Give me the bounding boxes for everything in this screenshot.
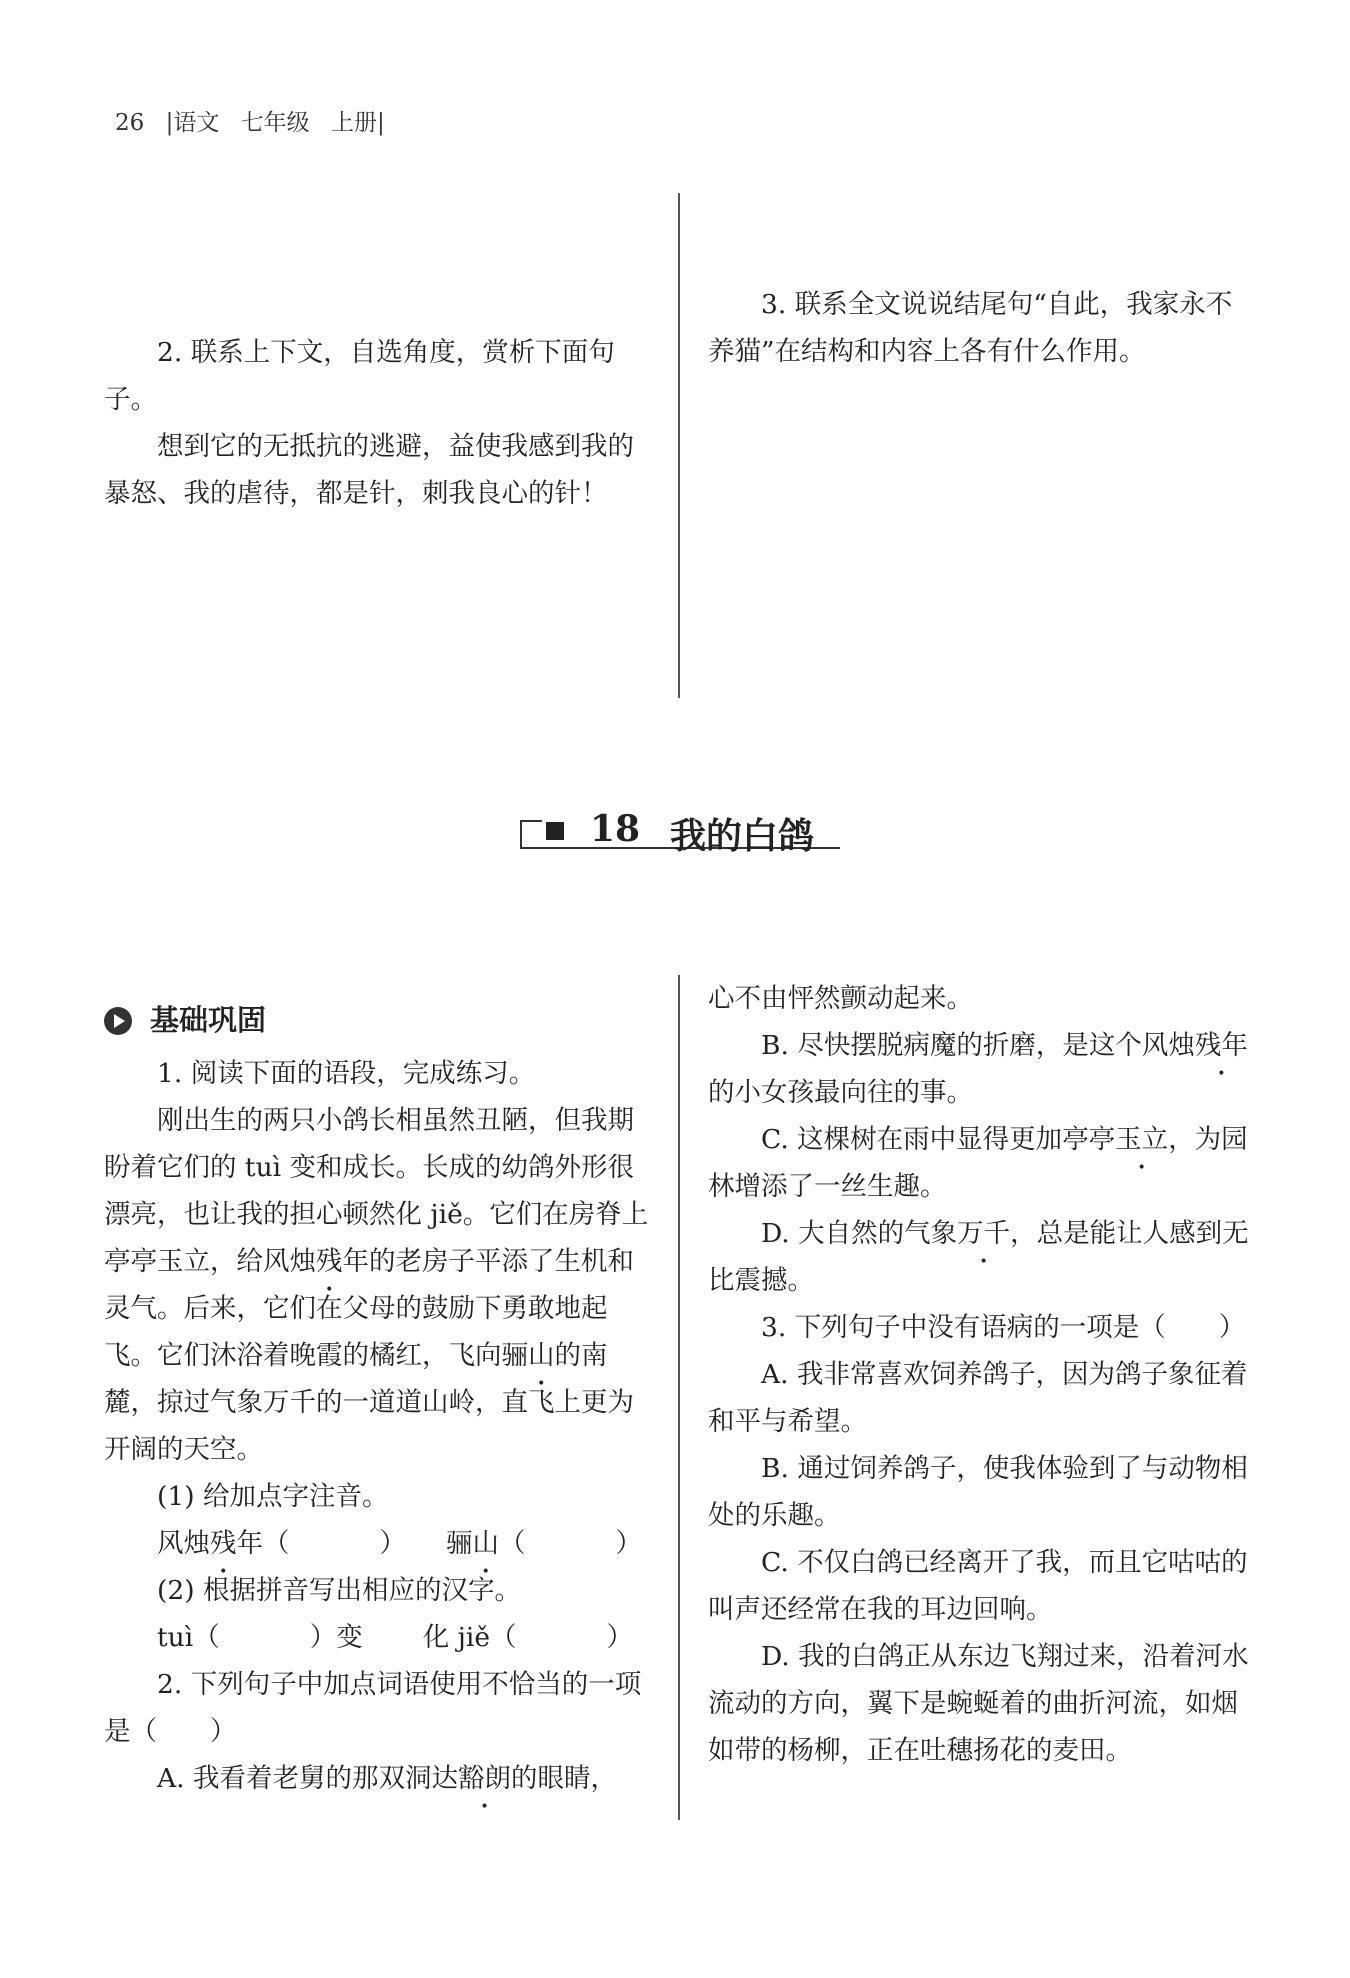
sub-question-2-items: tuì（ ）变 化 jiě（ ） [157, 1622, 634, 1653]
bottom-right-column [708, 975, 1258, 1774]
question-2-stem: 2. 联系上下文，自选角度，赏析下面句子。 [104, 337, 615, 415]
column-divider-top [678, 193, 680, 698]
running-header [115, 104, 399, 137]
question-3-option-c: C. 不仅白鸽已经离开了我，而且它咕咕的叫声还经常在我的耳边回响。 [708, 1547, 1248, 1625]
question-2-option-b: B. 尽快摆脱病魔的折磨，是这个风烛残年的小女孩最向往的事。 [708, 1030, 1248, 1108]
bottom-left-column [104, 997, 654, 1802]
question-2-option-a: A. 我看着老舅的那双洞达豁朗的眼睛， [157, 1763, 617, 1794]
question-3-option-d: D. 我的白鸽正从东边飞翔过来，沿着河水流动的方向，翼下是蜿蜒着的曲折河流，如烟如带的杨柳，正在吐穗扬花的麦田。 [708, 1641, 1249, 1766]
lesson-number: 18 [590, 808, 641, 850]
question-2-quote: 想到它的无抵抗的逃避，益使我感到我的暴怒、我的虐待，都是针，刺我良心的针！ [104, 431, 634, 509]
question-2-stem-b: 2. 下列句子中加点词语使用不恰当的一项是（ ） [104, 1669, 642, 1747]
lesson-name: 我的白鸽 [670, 815, 815, 857]
lesson-title [520, 808, 840, 864]
question-3-stem-b: 3. 下列句子中没有语病的一项是（ ） [761, 1312, 1246, 1343]
top-right-column [708, 281, 1258, 375]
question-2-option-c: C. 这棵树在雨中显得更加亭亭玉立，为园林增添了一丝生趣。 [708, 1124, 1248, 1202]
sub-question-2: (2) 根据拼音写出相应的汉字。 [157, 1575, 521, 1606]
question-1-stem: 1. 阅读下面的语段，完成练习。 [157, 1058, 536, 1089]
book-name: |语文 [165, 110, 220, 136]
question-3-option-b: B. 通过饲养鸽子，使我体验到了与动物相处的乐趣。 [708, 1453, 1248, 1531]
section-heading [104, 997, 654, 1044]
page-number: 26 [115, 110, 145, 136]
question-2-option-a-cont: 心不由怦然颤动起来。 [708, 983, 973, 1014]
question-3-option-a: A. 我非常喜欢饲养鸽子，因为鸽子象征着和平与希望。 [708, 1359, 1248, 1437]
question-3-stem: 3. 联系全文说说结尾句“自此，我家永不养猫”在结构和内容上各有什么作用。 [708, 289, 1233, 367]
square-icon [546, 822, 564, 840]
top-left-column [104, 329, 654, 517]
sub-question-1-items: 风烛残年（ ） 骊山（ ） [157, 1528, 642, 1559]
column-divider-bottom [678, 975, 680, 1820]
question-2-option-d: D. 大自然的气象万千，总是能让人感到无比震撼。 [708, 1218, 1249, 1296]
grade: 七年级 [240, 110, 310, 136]
sub-question-1: (1) 给加点字注音。 [157, 1481, 389, 1512]
section-title: 基础巩固 [150, 1003, 267, 1037]
play-icon [104, 1007, 132, 1035]
reading-passage: 刚出生的两只小鸽长相虽然丑陋，但我期盼着它们的 tuì 变和成长。长成的幼鸽外形很漂亮，也让我的担心顿然化 jiě。它们在房脊上亭亭玉立，给风烛残年的老房子平添了生机和灵气。后来，它们在父母的鼓励下勇敢地起飞。它们沐浴着晚霞的橘红，飞向骊山的南麓，掠过气象万千的一道道山岭，直飞上更为开阔的天空。 [104, 1105, 649, 1465]
volume: 上册| [330, 110, 385, 136]
